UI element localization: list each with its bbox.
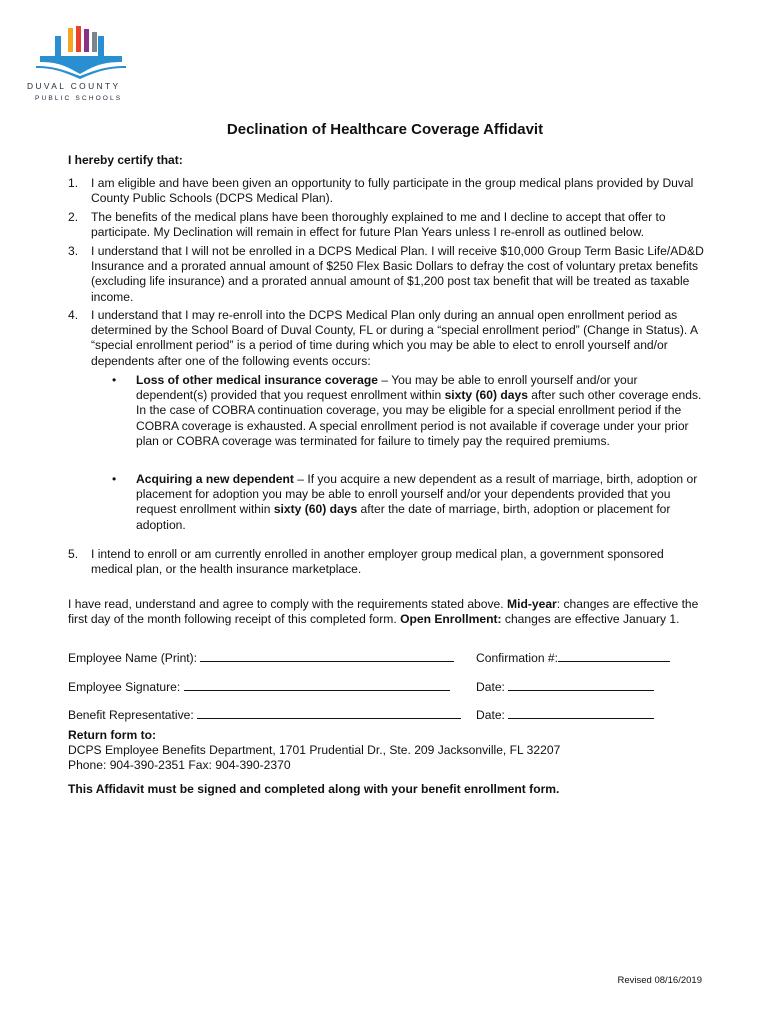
employee-signature-line[interactable] bbox=[184, 679, 450, 691]
return-phone: Phone: 904-390-2351 Fax: 904-390-2370 bbox=[68, 758, 291, 773]
item-number: 4. bbox=[68, 308, 79, 322]
certify-item-2 bbox=[68, 210, 708, 240]
benefit-rep-field bbox=[68, 707, 461, 722]
employee-name-line[interactable] bbox=[200, 650, 454, 662]
item-number: 5. bbox=[68, 547, 79, 561]
item-number: 3. bbox=[68, 244, 79, 258]
bullet-part2: after such other coverage ends. In the case of COBRA continuation coverage, you may be eligible for a special enrollment period if the COBRA coverage is exhausted. A special enrollment period is not available if coverage under your prior plan or COBRA coverage was terminated for failure to timely pay the required premiums. bbox=[136, 388, 702, 448]
confirmation-line[interactable] bbox=[558, 650, 670, 662]
open-enrollment-label: Open Enrollment: bbox=[400, 612, 502, 627]
bullet-part1: – You may be able to enroll yourself and/or your dependent(s) provided that you request enrollment within bbox=[136, 373, 638, 403]
employee-name-field bbox=[68, 650, 454, 665]
date-label: Date: bbox=[476, 708, 505, 722]
item-text: I am eligible and have been given an opportunity to fully participate in the group medical plans provided by Duval County Public Schools (DCPS Medical Plan). bbox=[91, 176, 694, 206]
employee-signature-field bbox=[68, 679, 450, 694]
return-to-block bbox=[68, 728, 560, 774]
agreement-paragraph bbox=[68, 597, 708, 627]
benefit-rep-line[interactable] bbox=[197, 707, 461, 719]
date-field-1 bbox=[476, 679, 654, 694]
certify-item-3 bbox=[68, 244, 708, 305]
signature-note: This Affidavit must be signed and completed along with your benefit enrollment form. bbox=[68, 782, 560, 796]
return-heading: Return form to: bbox=[68, 728, 157, 742]
item-text: I understand that I will not be enrolled in a DCPS Medical Plan. I will receive $10,000 Group Term Basic Life/AD&D Insurance and a prorated annual amount of $250 Flex Basic Dollars to defray the cost of voluntary pretax benefits (excluding life insurance) and a prorated annual amount of $1,200 post tax benefit that will be treated as taxable income. bbox=[91, 244, 704, 304]
bullet-part2: after the date of marriage, birth, adoption or placement for adoption. bbox=[136, 502, 671, 532]
item-text: I intend to enroll or am currently enrolled in another employer group medical plan, a government sponsored medical plan, or the health insurance marketplace. bbox=[91, 547, 664, 577]
bullet-loss-of-coverage bbox=[112, 373, 712, 449]
bullet-new-dependent bbox=[112, 472, 712, 533]
bullet-text bbox=[136, 373, 712, 449]
date-label: Date: bbox=[476, 680, 505, 694]
item-number: 2. bbox=[68, 210, 79, 224]
bullet-heading: Acquiring a new dependent bbox=[136, 472, 294, 486]
bullet-icon: • bbox=[112, 472, 117, 486]
logo-text-line2: PUBLIC SCHOOLS bbox=[35, 95, 123, 102]
certify-item-5 bbox=[68, 547, 708, 577]
dcps-logo bbox=[22, 22, 142, 104]
logo-text-line1: DUVAL COUNTY bbox=[27, 81, 121, 91]
return-address: DCPS Employee Benefits Department, 1701 Prudential Dr., Ste. 209 Jacksonville, FL 32207 bbox=[68, 743, 561, 758]
certify-heading: I hereby certify that: bbox=[68, 153, 183, 167]
certify-item-4 bbox=[68, 308, 708, 369]
bullet-part1: – If you acquire a new dependent as a result of marriage, birth, adoption or placement for adoption you may be able to enroll yourself and/or your dependents provided that you request enrollment within bbox=[136, 472, 698, 517]
document-title: Declination of Healthcare Coverage Affidavit bbox=[226, 121, 544, 138]
confirmation-label: Confirmation #: bbox=[476, 651, 559, 665]
benefit-rep-label: Benefit Representative: bbox=[68, 708, 194, 722]
date-line-2[interactable] bbox=[508, 707, 654, 719]
bullet-text bbox=[136, 472, 712, 533]
item-text: I understand that I may re-enroll into the DCPS Medical Plan only during an annual open enrollment period as determined by the School Board of Duval County, FL or during a “special enrollment period” (Change in Status). A “special enrollment period” is a period of time during which you may be able to elect to enroll yourself and/or dependents after one of the following events occurs: bbox=[91, 308, 698, 368]
date-line-1[interactable] bbox=[508, 679, 654, 691]
confirmation-field bbox=[476, 650, 670, 665]
item-text: The benefits of the medical plans have been thoroughly explained to me and I decline to accept that offer to participate. My Declination will remain in effect for future Plan Years unless I re-enroll as outlined below. bbox=[91, 210, 666, 240]
item-number: 1. bbox=[68, 176, 79, 190]
certify-item-1 bbox=[68, 176, 708, 206]
bullet-bold: sixty (60) days bbox=[444, 388, 528, 403]
revised-date: Revised 08/16/2019 bbox=[617, 975, 702, 986]
agreement-text: changes are effective January 1. bbox=[501, 612, 680, 627]
agreement-text: I have read, understand and agree to comply with the requirements stated above. bbox=[68, 597, 508, 611]
bullet-icon: • bbox=[112, 373, 117, 387]
employee-signature-label: Employee Signature: bbox=[68, 680, 181, 694]
agreement-text: : changes are effective the first day of the month following receipt of this completed form. bbox=[68, 597, 699, 627]
dcps-logo-icon bbox=[32, 22, 132, 80]
bullet-heading: Loss of other medical insurance coverage bbox=[136, 373, 378, 387]
bullet-bold: sixty (60) days bbox=[273, 502, 358, 517]
midyear-label: Mid-year bbox=[507, 597, 557, 611]
employee-name-label: Employee Name (Print): bbox=[68, 651, 198, 665]
date-field-2 bbox=[476, 707, 654, 722]
